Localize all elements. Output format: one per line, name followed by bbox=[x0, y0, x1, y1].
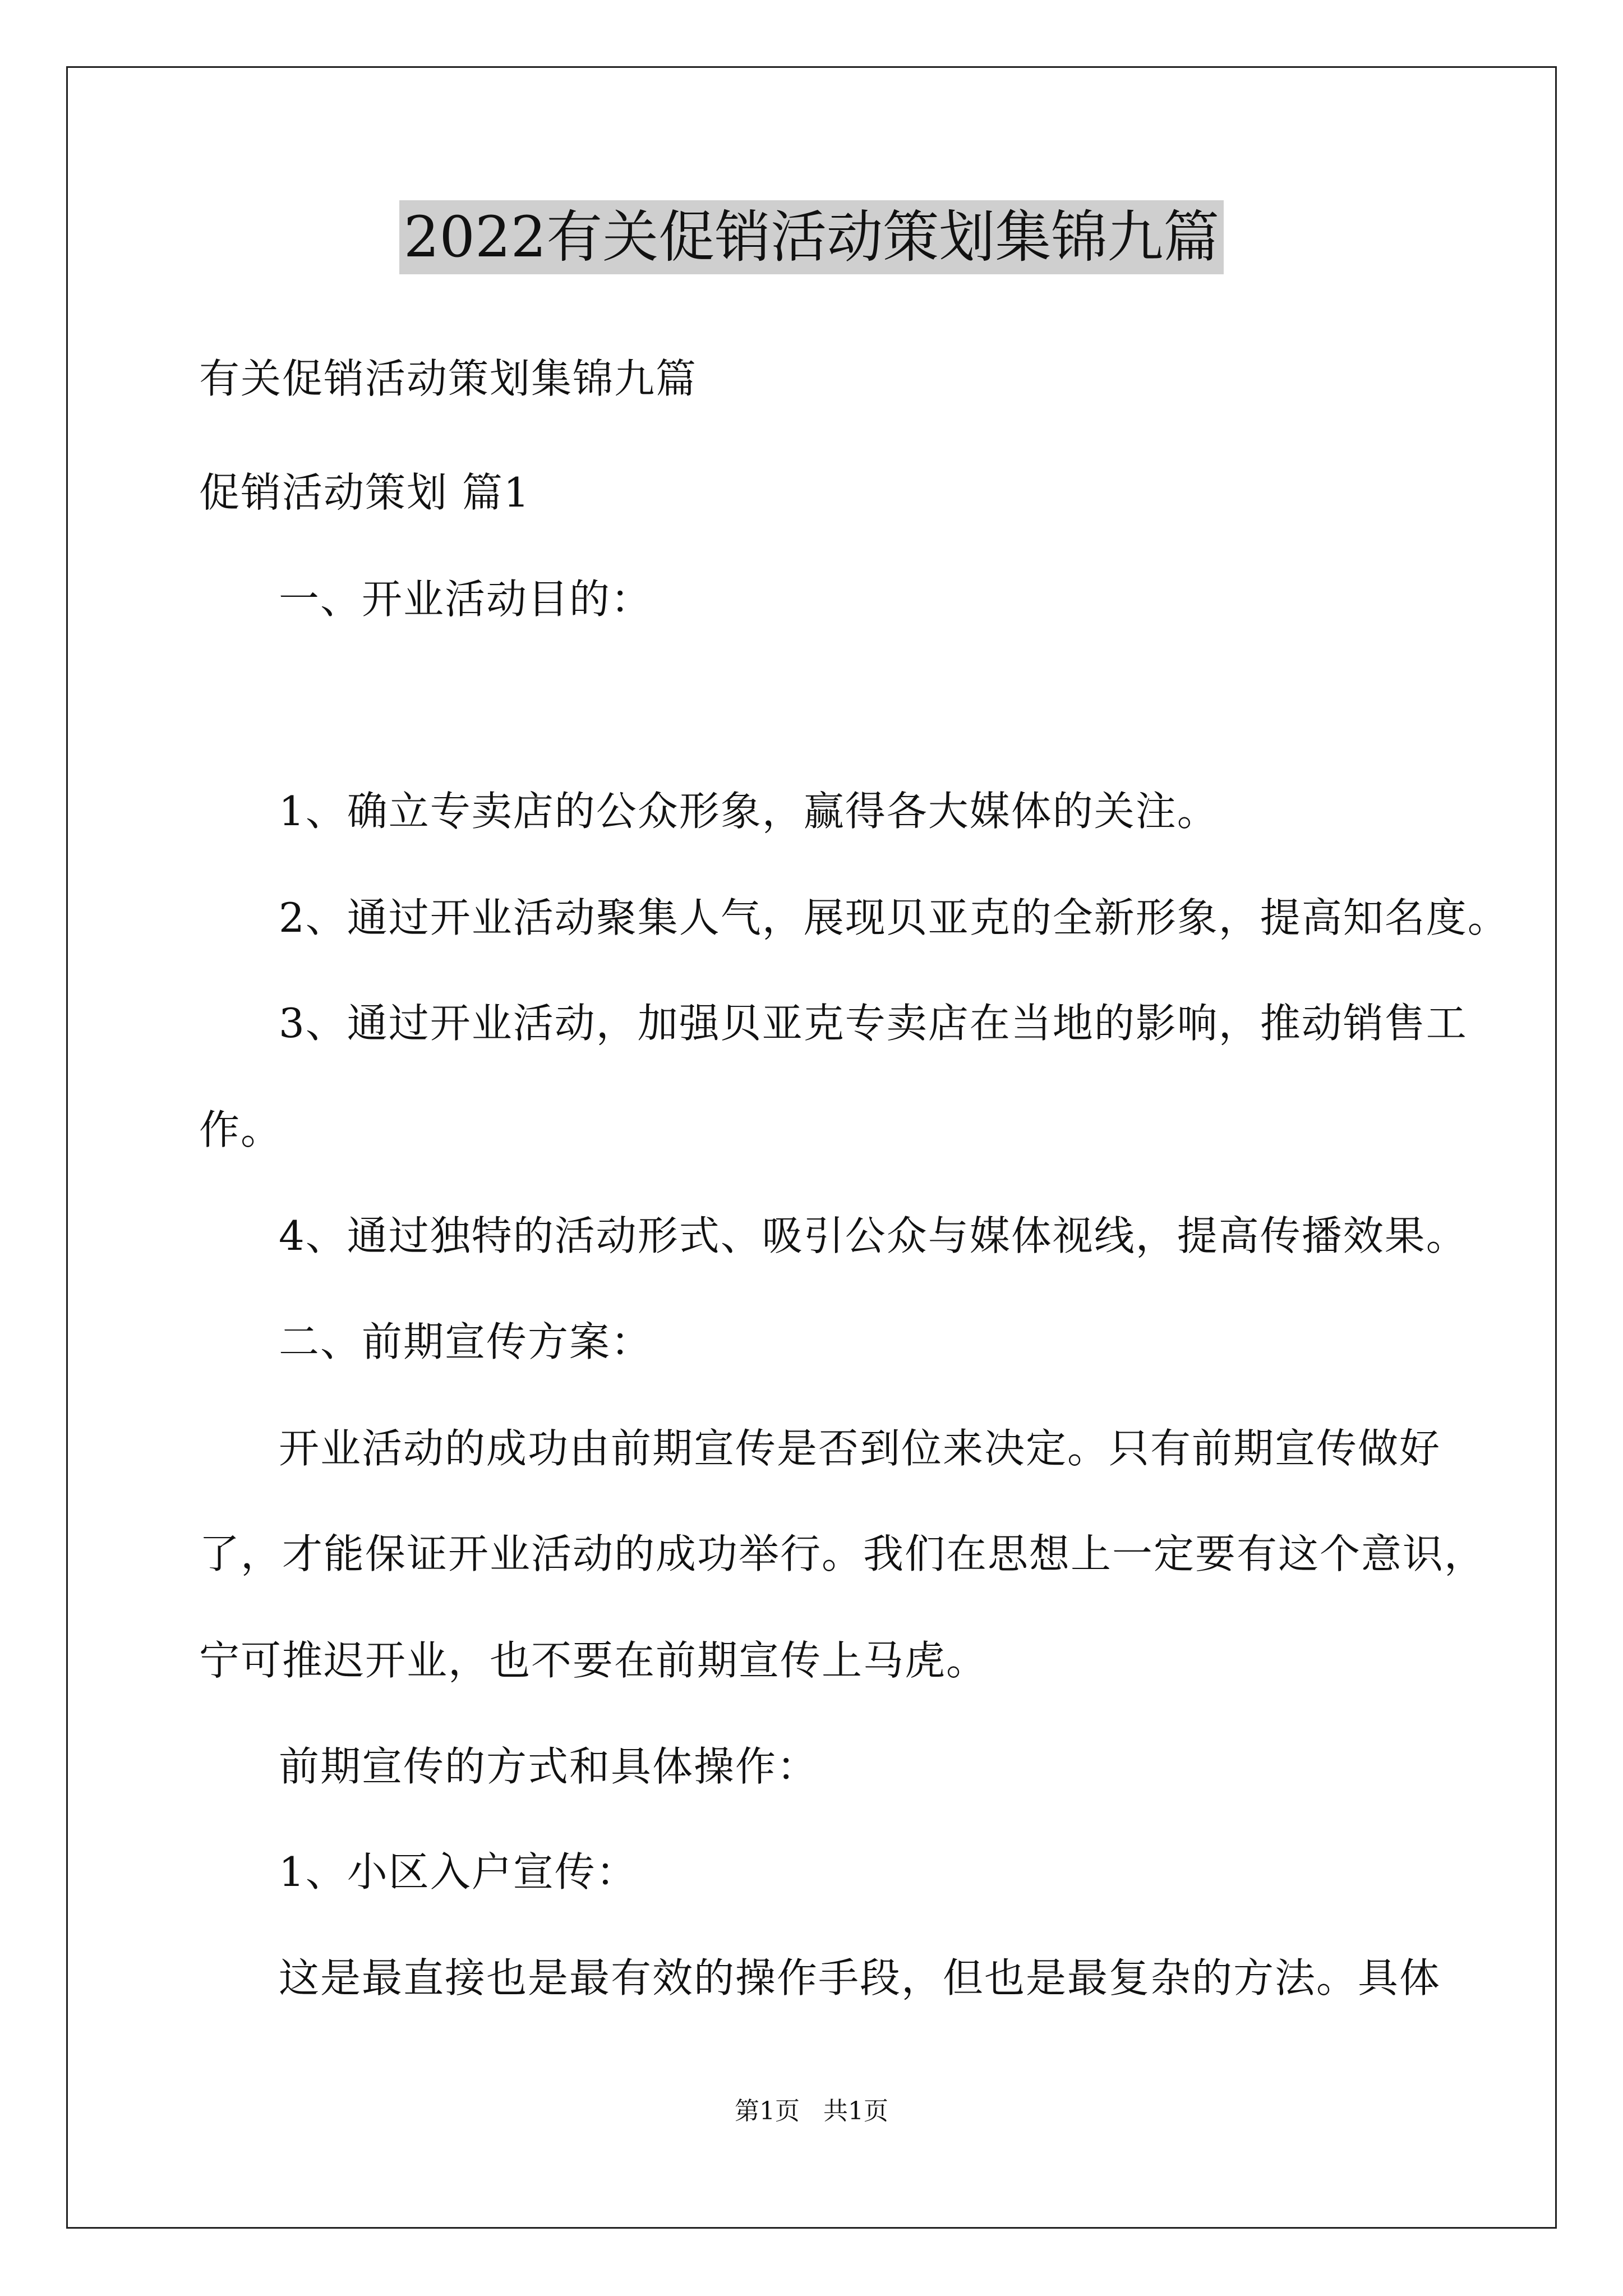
paragraph-line: 2、通过开业活动聚集人气，展现贝亚克的全新形象，提高知名度。 bbox=[279, 894, 1509, 941]
section-heading: 促销活动策划 篇1 bbox=[199, 469, 531, 516]
paragraph-line: 3、通过开业活动，加强贝亚克专卖店在当地的影响，推动销售工 bbox=[279, 1000, 1468, 1047]
document-subtitle: 有关促销活动策划集锦九篇 bbox=[199, 355, 698, 402]
paragraph-line: 4、通过独特的活动形式、吸引公众与媒体视线，提高传播效果。 bbox=[279, 1212, 1468, 1259]
paragraph-line: 宁可推迟开业，也不要在前期宣传上马虎。 bbox=[199, 1637, 988, 1684]
document-title-wrapper bbox=[0, 200, 1623, 274]
paragraph-line: 1、小区入户宣传： bbox=[279, 1848, 638, 1895]
paragraph-line: 前期宣传的方式和具体操作： bbox=[279, 1743, 819, 1790]
paragraph-line: 一、开业活动目的： bbox=[279, 576, 653, 623]
paragraph-line: 这是最直接也是最有效的操作手段，但也是最复杂的方法。具体 bbox=[279, 1954, 1441, 2001]
paragraph-line: 作。 bbox=[199, 1106, 283, 1153]
paragraph-line: 开业活动的成功由前期宣传是否到位来决定。只有前期宣传做好 bbox=[279, 1425, 1441, 1472]
paragraph-line: 二、前期宣传方案： bbox=[279, 1318, 653, 1365]
paragraph-line: 1、确立专卖店的公众形象，赢得各大媒体的关注。 bbox=[279, 788, 1219, 835]
document-title: 2022有关促销活动策划集锦九篇 bbox=[399, 200, 1224, 274]
paragraph-line: 了，才能保证开业活动的成功举行。我们在思想上一定要有这个意识， bbox=[199, 1530, 1486, 1577]
page-number: 第1页 共1页 bbox=[735, 2097, 888, 2125]
